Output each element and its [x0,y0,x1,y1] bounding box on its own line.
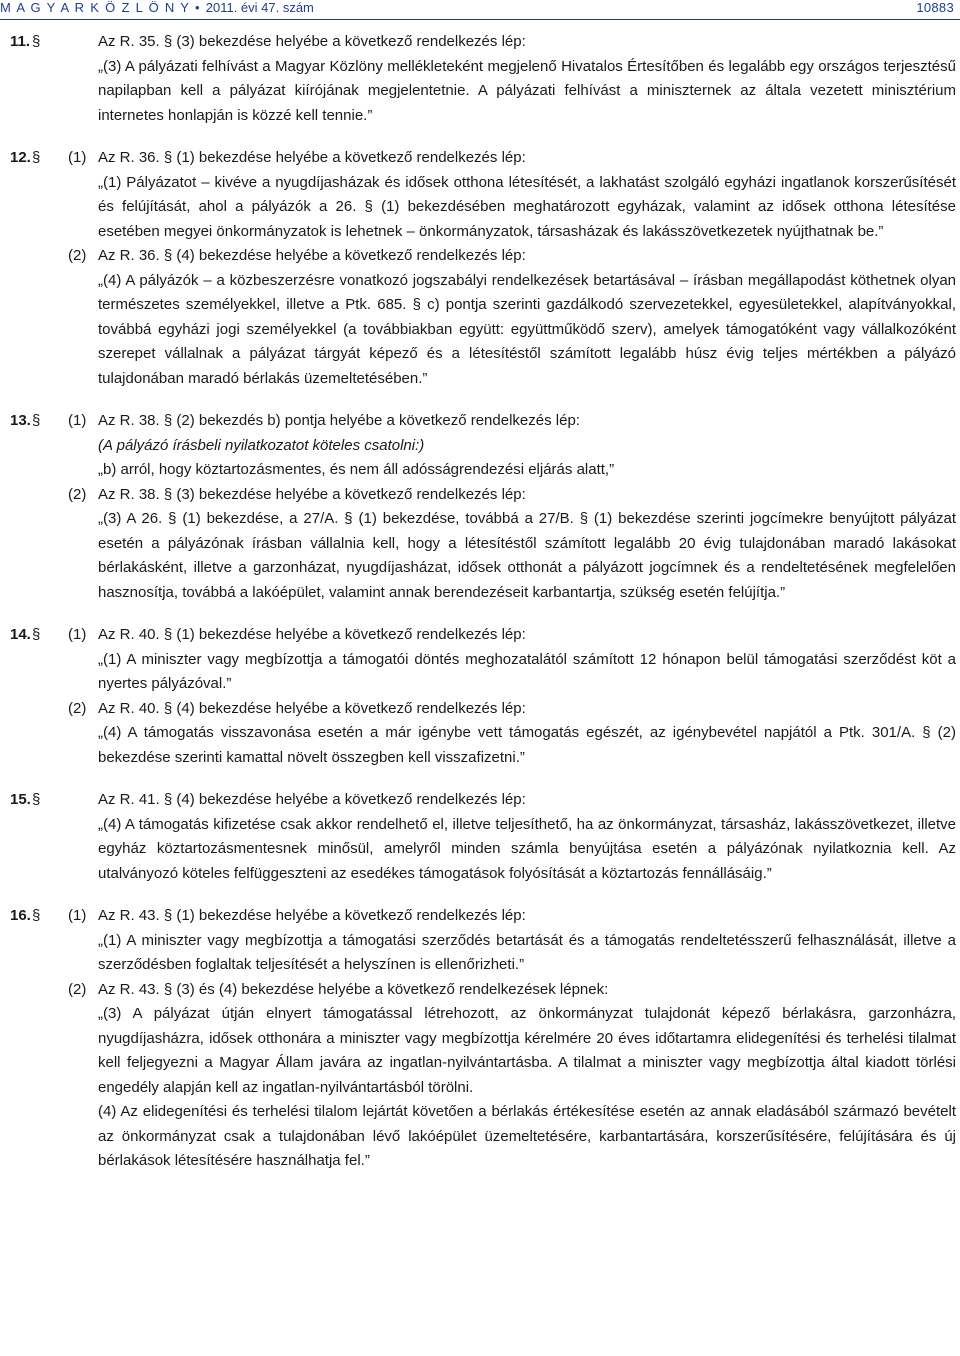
subsection-content [98,409,956,483]
section-symbol: § [32,149,41,166]
document-body [0,30,960,1174]
section-symbol: § [32,907,41,924]
subsection-number: (2) [68,699,87,717]
amendment-intro: Az R. 38. § (3) bekezdése helyébe a következő rendelkezés lép: [98,485,526,503]
subsection-number: (2) [68,980,87,998]
subsection-number: (1) [68,907,87,924]
amendment-text: „(4) A támogatás kifizetése csak akkor rendelhető el, illetve teljesíthető, ha az önkormányzat, társasház, lakásszövetkezet, illetve egyház köztartozásmentesnek minősül, amelyről minden számla benyújtása esetén a pályázónak nyilatkoznia kell. Az utalványozó köteles felfüggeszteni az esedékes támogatások folyósítását a köztartozás fennállásáig.” [98,815,956,882]
page-number: 10883 [916,0,954,15]
subsection [0,30,960,128]
section-16 [0,904,960,1174]
amendment-text: (A pályázó írásbeli nyilatkozatot köteles csatolni:) [98,436,425,454]
subsection [0,623,960,697]
amendment-text: „(1) A miniszter vagy megbízottja a támogatói döntés meghozatalától számított 12 hónapon belül támogatási szerződést köt a nyertes pályázóval.” [98,650,956,692]
subsection-content [98,788,956,886]
amendment-text: „(1) Pályázatot – kivéve a nyugdíjasházak és idősek otthona létesítését, a lakhatást szolgáló egyházi ingatlanok korszerűsítését és felújítását, ahol a pályázók a 26. § (1) bekezdésében meghatározott egyházak, valamint az idősek otthona létesítése esetében megyei önkormányzatok is lehetnek – önkormányzatok, társasházak és lakásszövetkezetek nyújthatnak be.” [98,173,956,240]
section-number: 14. [10,626,31,643]
section-symbol: § [32,412,41,429]
amendment-text: „b) arról, hogy köztartozásmentes, és nem áll adósságrendezési eljárás alatt,” [98,461,615,478]
publication-name: M A G Y A R K Ö Z L Ö N Y [0,0,191,15]
amendment-text: „(1) A miniszter vagy megbízottja a támogatási szerződés betartását és a támogatás rendeltetésszerű felhasználását, illetve a szerződésben foglaltak teljesítését a helyszínen is ellenőrizheti.” [98,931,956,973]
amendment-text: (4) Az elidegenítési és terhelési tilalom lejártát követően a bérlakás értékesítése esetén az annak eladásából származó bevételt az önkormányzat csak a tulajdonában lévő lakóépület üzemeltetésére, karbantartására, korszerűsítésére, felújítására és új bérlakások létesítésére használhatja fel.” [98,1103,956,1169]
subsection-content [98,244,956,391]
amendment-text: „(4) A pályázók – a közbeszerzésre vonatkozó jogszabályi rendelkezések betartásával – írásban megállapodást köthetnek olyan természetes személyekkel, illetve a Ptk. 685. § c) pontja szerinti gazdálkodó szervezetekkel, egyesületekkel, alapítványokkal, továbbá egyházi jogi személyekkel (a továbbiakban együtt: együttműködő szerv), amelyek támogatóként vagy vállalkozóként szerepet vállalnak a pályázat tárgyát képező és a létesítéstől számított legalább húsz évig teljes mértékben a pályázó tulajdonában maradó bérlakás üzemeltetésében.” [98,271,956,387]
subsection-number: (1) [68,412,87,429]
amendment-intro: Az R. 40. § (4) bekezdése helyébe a következő rendelkezés lép: [98,699,526,717]
subsection-number: (2) [68,485,87,503]
header-rule [0,19,960,20]
subsection [0,697,960,771]
section-number: 13. [10,412,31,429]
section-symbol: § [32,33,41,50]
header-bullet: • [194,0,201,15]
section-number: 16. [10,907,31,924]
amendment-text: „(3) A pályázat útján elnyert támogatással létrehozott, az önkormányzat tulajdonát képező bérlakásra, garzonházra, nyugdíjasházra, idősek otthonára a miniszter vagy megbízottja kérelmére 20 éves időtartamra elidegenítési és terhelési tilalmat kell feljegyezni a Magyar Állam javára az ingatlan-nyilvántartásba. A tilalmat a miniszter vagy megbízottja által kiadott törlési engedély alapján kell az ingatlan-nyilvántartásból törölni. [98,1005,956,1096]
section-number: 15. [10,791,31,808]
subsection-number: (1) [68,149,87,166]
header-publication-line [0,0,314,16]
amendment-text: „(3) A pályázati felhívást a Magyar Közlöny mellékleteként megjelenő Hivatalos Értesítőben és legalább egy országos terjesztésű napilapban kell a pályázat kiírójának megjelentetnie. A pályázati felhívást a miniszternek az általa vezetett minisztérium internetes honlapján is közzé kell tennie.” [98,57,956,124]
amendment-intro: Az R. 40. § (1) bekezdése helyébe a következő rendelkezés lép: [98,626,526,643]
subsection [0,244,960,391]
section-12 [0,146,960,391]
subsection-content [98,483,956,606]
subsection [0,904,960,978]
section-number: 12. [10,149,31,166]
amendment-intro: Az R. 36. § (1) bekezdése helyébe a következő rendelkezés lép: [98,149,526,166]
subsection [0,409,960,483]
subsection [0,978,960,1174]
subsection-content [98,30,956,128]
subsection-content [98,978,956,1174]
amendment-text: „(3) A 26. § (1) bekezdése, a 27/A. § (1) bekezdése, továbbá a 27/B. § (1) bekezdése szerinti jogcímekre benyújtott pályázat esetén a pályázónak írásban vállalnia kell, hogy a létesítéstől számított legalább 20 évig tulajdonában maradó lakásokat bérlakásként, illetve a garzonházat, nyugdíjasházat, idősek otthonát a pályázott jogcímnek és a rendeltetésének megfelelően hasznosítja, továbbá a lakóépület, valamint annak berendezéseit karbantartja, szükség esetén felújítja.” [98,510,956,601]
subsection-content [98,623,956,697]
section-15 [0,788,960,886]
amendment-intro: Az R. 43. § (3) és (4) bekezdése helyébe a következő rendelkezések lépnek: [98,980,609,998]
subsection [0,483,960,606]
subsection-content [98,697,956,771]
section-13 [0,409,960,605]
section-14 [0,623,960,770]
section-11 [0,30,960,128]
section-number: 11. [10,33,31,50]
page-header [0,0,960,20]
amendment-intro: Az R. 43. § (1) bekezdése helyébe a következő rendelkezés lép: [98,907,526,924]
issue-label: 2011. évi 47. szám [205,0,314,15]
subsection-content [98,904,956,978]
subsection-number: (1) [68,626,87,643]
subsection-number: (2) [68,247,87,264]
section-symbol: § [32,626,41,643]
subsection [0,788,960,886]
amendment-intro: Az R. 36. § (4) bekezdése helyébe a következő rendelkezés lép: [98,247,526,264]
amendment-intro: Az R. 38. § (2) bekezdés b) pontja helyébe a következő rendelkezés lép: [98,412,580,429]
section-symbol: § [32,791,41,808]
amendment-intro: Az R. 41. § (4) bekezdése helyébe a következő rendelkezés lép: [98,791,526,808]
amendment-text: „(4) A támogatás visszavonása esetén a már igénybe vett támogatás egészét, az igénybevétel napjától a Ptk. 301/A. § (2) bekezdése szerinti kamattal növelt összegben kell visszafizetni.” [98,724,956,766]
subsection-content [98,146,956,244]
subsection [0,146,960,244]
amendment-intro: Az R. 35. § (3) bekezdése helyébe a következő rendelkezés lép: [98,33,526,50]
